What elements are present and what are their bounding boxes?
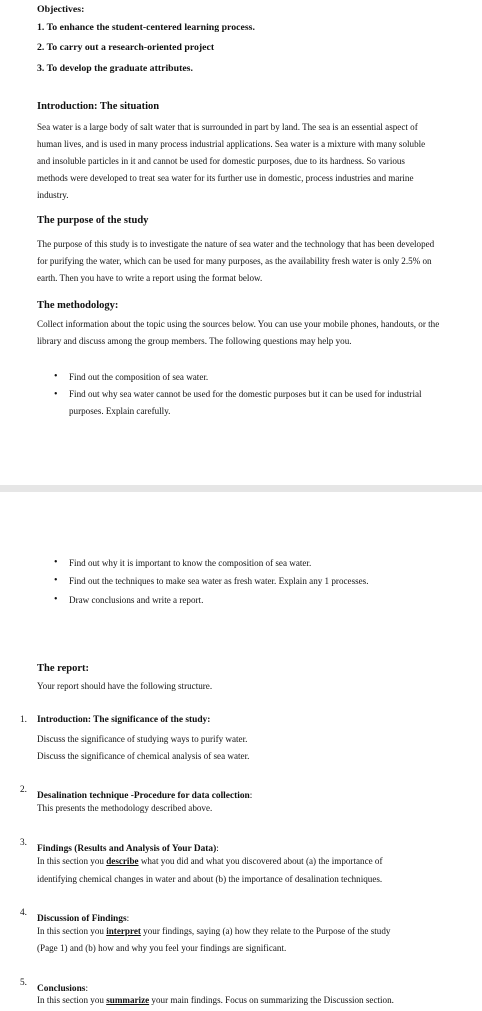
- bullet-dot: •: [54, 371, 58, 382]
- section-title-row: [37, 978, 88, 996]
- section-line: [37, 856, 383, 866]
- section-title-suffix: :: [249, 790, 253, 800]
- section-title-suffix: :: [85, 983, 88, 993]
- section-line: (Page 1) and (b) how and why you feel your findings are significant.: [37, 943, 287, 953]
- section-number: 3.: [20, 838, 27, 848]
- page2-bullet: Draw conclusions and write a report.: [69, 595, 204, 605]
- section-line-emphasis: summarize: [106, 995, 150, 1005]
- section-line: This presents the methodology described above.: [37, 803, 213, 813]
- page2-bullet: Find out why it is important to know the composition of sea water.: [69, 558, 312, 568]
- purpose-heading: The purpose of the study: [37, 215, 149, 226]
- section-line: Discuss the significance of chemical analysis of sea water.: [37, 751, 250, 761]
- section-number: 1.: [20, 715, 27, 725]
- section-title: Discussion of Findings: [37, 914, 127, 924]
- objective-item: 3. To develop the graduate attributes.: [37, 63, 193, 74]
- bullet-dot: •: [54, 594, 58, 605]
- methodology-heading: The methodology:: [37, 300, 119, 311]
- objective-item: 1. To enhance the student-centered learning process.: [37, 22, 255, 33]
- section-line-post: your main findings. Focus on summarizing the Discussion section.: [149, 995, 394, 1005]
- objectives-heading: Objectives:: [37, 4, 85, 15]
- purpose-text: The purpose of this study is to investigate the nature of sea water and the technology that has been developed for purifying the water, which can be used for many purposes, as the availability fresh water is only 2.5% on earth. Then you have to write a report using the format below.: [37, 239, 435, 283]
- section-title: Introduction: The significance of the study:: [37, 715, 211, 725]
- section-line: Discuss the significance of studying ways to purify water.: [37, 734, 248, 744]
- section-line-pre: In this section you: [37, 856, 107, 866]
- report-heading: The report:: [37, 663, 90, 674]
- section-line-emphasis: interpret: [106, 926, 141, 936]
- section-line-emphasis: describe: [106, 856, 139, 866]
- section-line: identifying chemical changes in water and about (b) the importance of desalination techniques.: [37, 874, 383, 884]
- page2-bullet: Find out the techniques to make sea water as fresh water. Explain any 1 processes.: [69, 576, 369, 586]
- page-break-divider: [0, 485, 482, 492]
- section-title: Findings (Results and Analysis of Your Data): [37, 844, 217, 854]
- section-line: [37, 995, 394, 1005]
- section-title: Conclusions: [37, 984, 86, 994]
- section-title-suffix: :: [216, 843, 219, 853]
- section-number: 2.: [20, 785, 27, 795]
- section-line-pre: In this section you: [37, 926, 107, 936]
- section-line-pre: In this section you: [37, 995, 107, 1005]
- section-line: [37, 926, 390, 936]
- section-title: Desalination technique -Procedure for data collection: [37, 791, 250, 801]
- bullet-dot: •: [54, 557, 58, 568]
- introduction-text: Sea water is a large body of salt water that is surrounded in part by land. The sea is an essential aspect of human lives, and is used in many process industrial applications. Sea water is a mixture with many soluble and insoluble particles in it and cannot be used for domestic purposes, due to its hardness. So various methods were developed to treat sea water for its further use in domestic, process industries and marine industry.: [37, 122, 426, 200]
- section-title-row: [37, 838, 219, 856]
- section-title-row: [37, 908, 129, 926]
- section-number: 5.: [20, 978, 27, 988]
- section-title-row: [37, 785, 252, 803]
- section-line-post: your findings, saying (a) how they relate to the Purpose of the study: [140, 926, 391, 936]
- introduction-heading: Introduction: The situation: [37, 101, 160, 112]
- report-text: Your report should have the following structure.: [37, 681, 213, 691]
- bullet-dot: •: [54, 575, 58, 586]
- section-number: 4.: [20, 908, 27, 918]
- methodology-bullet: Find out why sea water cannot be used for the domestic purposes but it can be used for industrial purposes. Explain carefully.: [69, 389, 422, 416]
- section-title-suffix: :: [126, 913, 130, 923]
- objective-item: 2. To carry out a research-oriented project: [37, 42, 215, 53]
- bullet-dot: •: [54, 389, 58, 400]
- methodology-bullet: Find out the composition of sea water.: [69, 372, 209, 382]
- methodology-text: Collect information about the topic using the sources below. You can use your mobile phones, handouts, or the library and discuss among the group members. The following questions may help you.: [37, 319, 440, 346]
- section-line-post: what you did and what you discovered about (a) the importance of: [138, 856, 383, 866]
